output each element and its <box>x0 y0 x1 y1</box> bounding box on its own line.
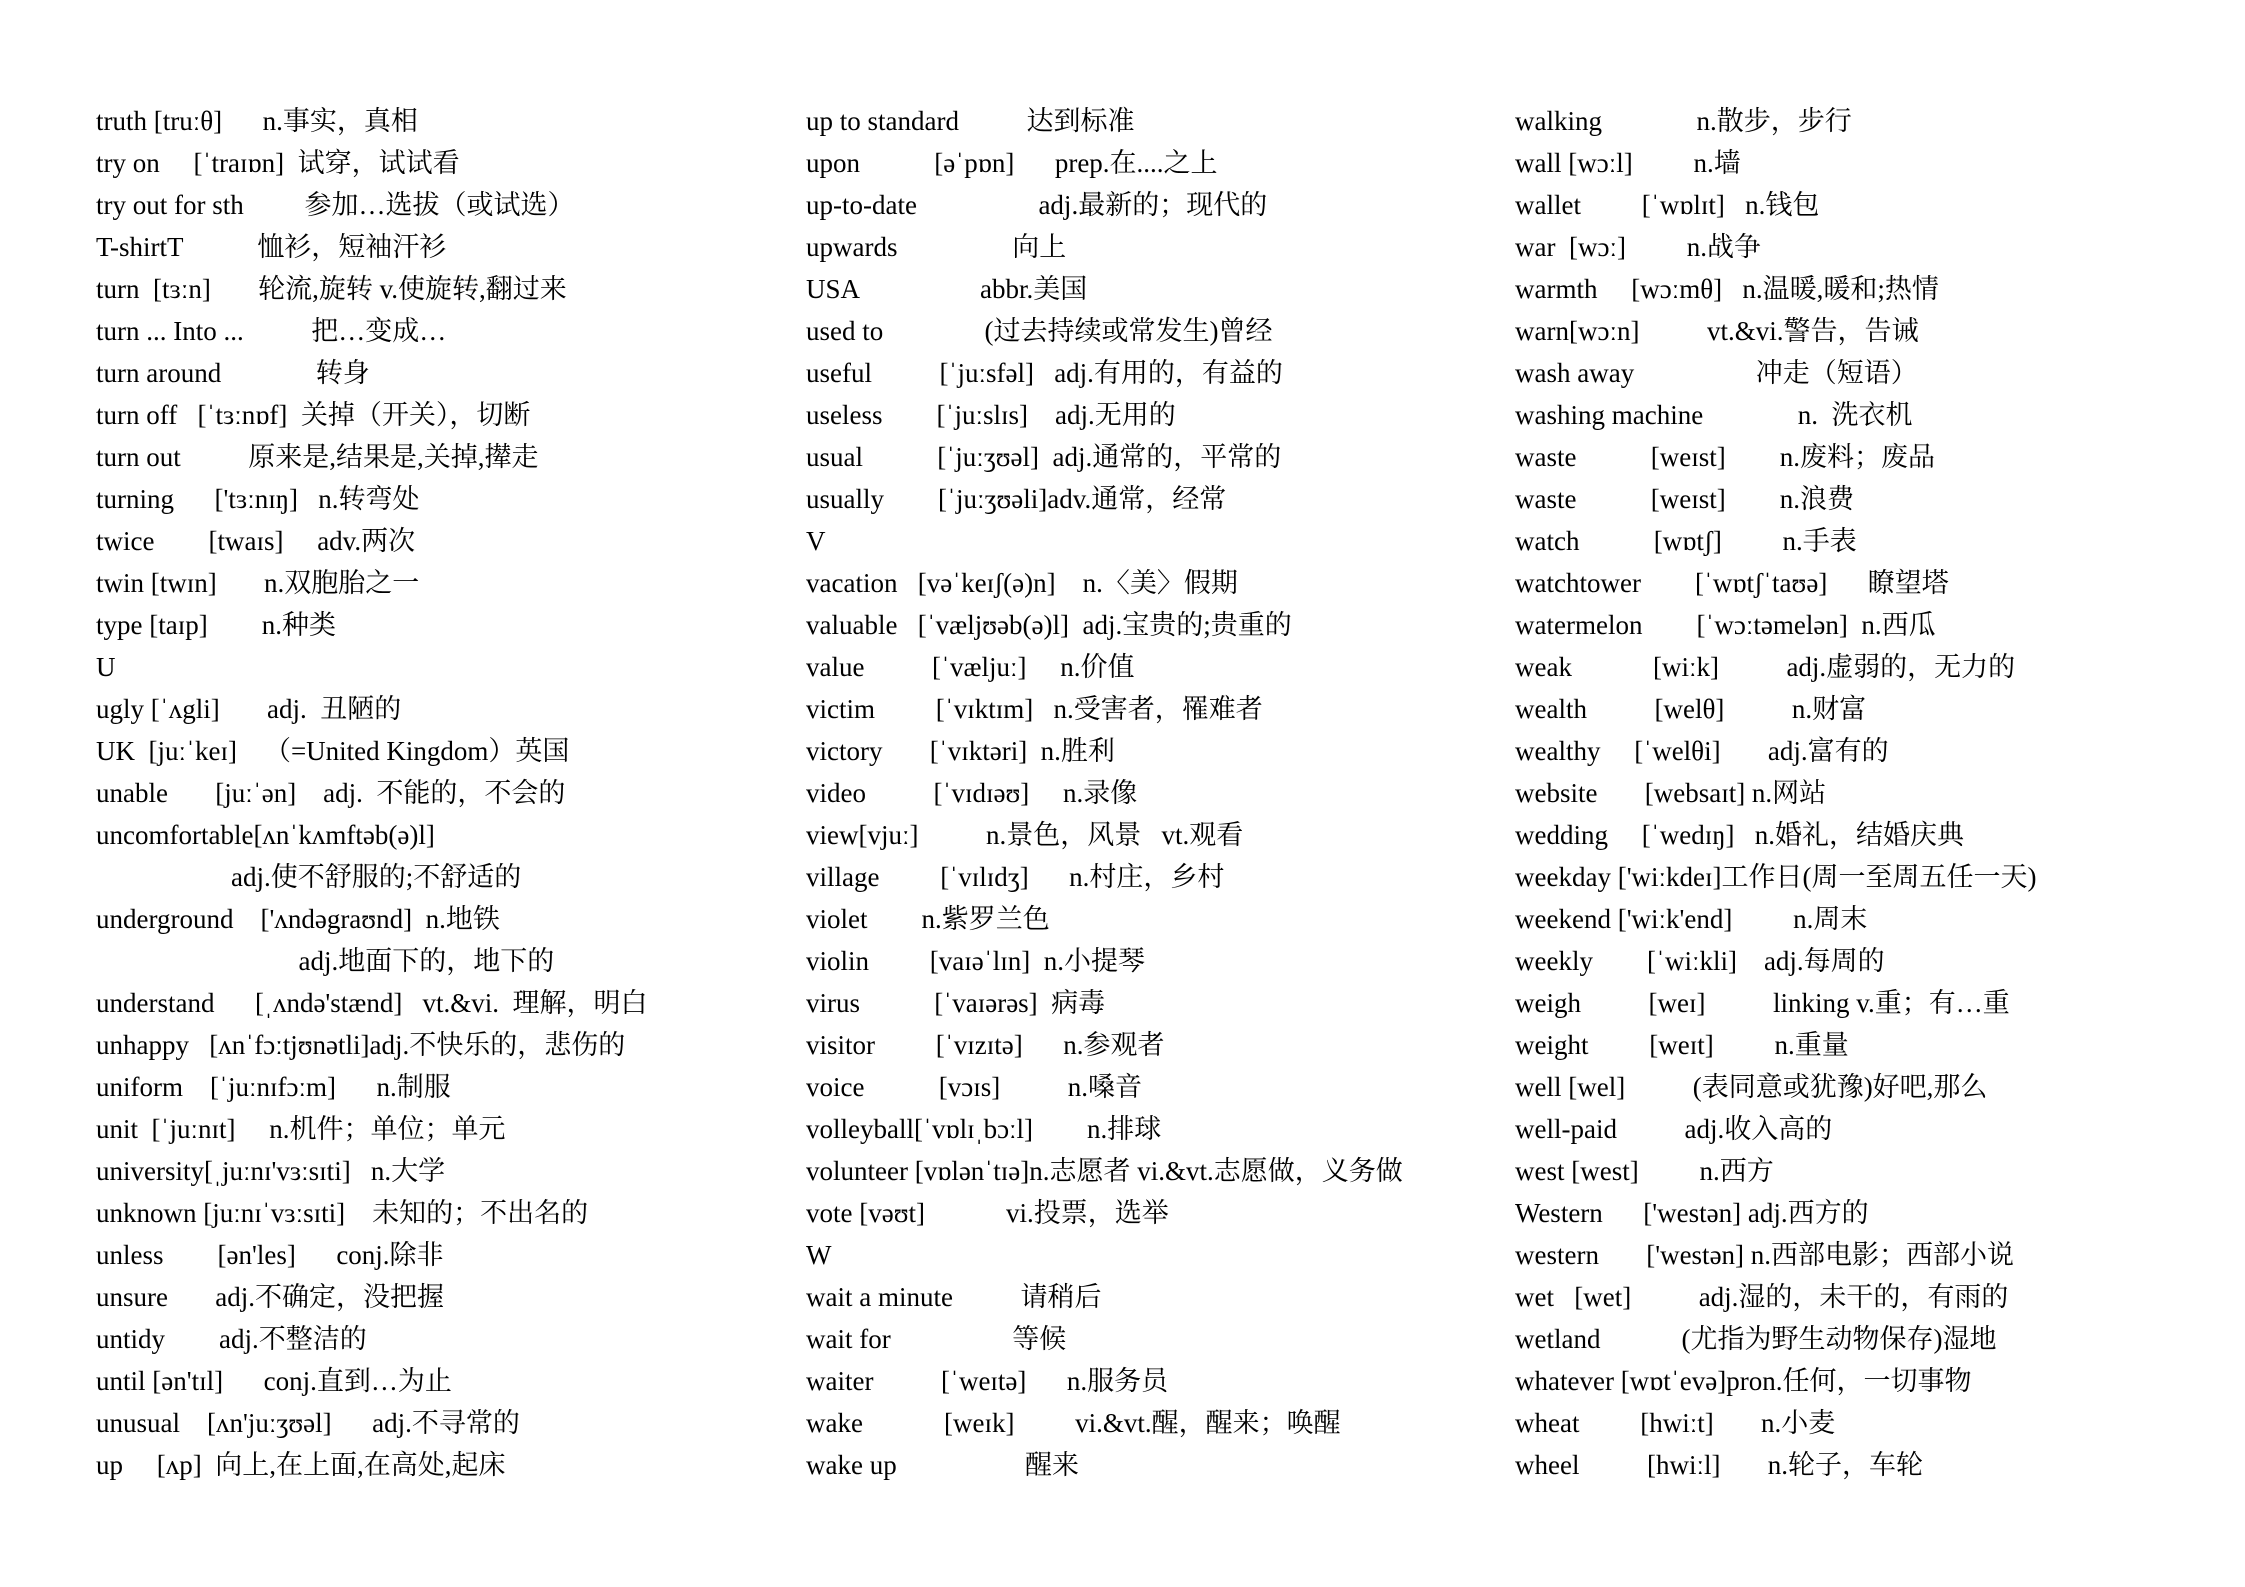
vocabulary-entry: wait for 等候 <box>806 1324 1067 1354</box>
vocabulary-entry: vacation [vəˈkeɪʃ(ə)n] n.〈美〉假期 <box>806 568 1238 598</box>
vocabulary-entry: weekly [ˈwiːkli] adj.每周的 <box>1515 946 1885 976</box>
vocabulary-entry: wake [weɪk] vi.&vt.醒，醒来；唤醒 <box>806 1408 1341 1438</box>
vocabulary-entry: warmth [wɔːmθ] n.温暖,暖和;热情 <box>1515 274 1939 304</box>
vocabulary-entry: upon [əˈpɒn] prep.在....之上 <box>806 148 1218 178</box>
vocabulary-entry: victory [ˈvɪktəri] n.胜利 <box>806 736 1115 766</box>
vocabulary-entry: V <box>806 526 826 556</box>
vocabulary-entry: unusual [ʌn'juːʒʊəl] adj.不寻常的 <box>96 1408 520 1438</box>
vocabulary-entry: usually [ˈjuːʒʊəli]adv.通常，经常 <box>806 484 1227 514</box>
vocabulary-entry: turn out 原来是,结果是,关掉,撵走 <box>96 442 539 472</box>
vocabulary-entry: usual [ˈjuːʒʊəl] adj.通常的，平常的 <box>806 442 1282 472</box>
vocabulary-entry: up-to-date adj.最新的；现代的 <box>806 190 1268 220</box>
vocabulary-entry: west [west] n.西方 <box>1515 1156 1774 1186</box>
vocabulary-entry: warn[wɔːn] vt.&vi.警告，告诫 <box>1515 316 1919 346</box>
vocabulary-entry: turn ... Into ... 把…变成… <box>96 316 447 346</box>
vocabulary-entry: wait a minute 请稍后 <box>806 1282 1102 1312</box>
vocabulary-entry: volunteer [vɒlənˈtɪə]n.志愿者 vi.&vt.志愿做，义务做 <box>806 1156 1403 1186</box>
vocabulary-entry: well [wel] (表同意或犹豫)好吧,那么 <box>1515 1072 1988 1102</box>
vocabulary-entry: waiter [ˈweɪtə] n.服务员 <box>806 1366 1169 1396</box>
vocabulary-entry: try on [ˈtraɪɒn] 试穿，试试看 <box>96 148 460 178</box>
vocabulary-entry: virus [ˈvaɪərəs] 病毒 <box>806 988 1106 1018</box>
vocabulary-entry: wheat [hwiːt] n.小麦 <box>1515 1408 1836 1438</box>
vocabulary-entry: U <box>96 652 116 682</box>
vocabulary-entry: western ['westən] n.西部电影；西部小说 <box>1515 1240 2015 1270</box>
vocabulary-entry: W <box>806 1240 832 1270</box>
vocabulary-entry: weight [weɪt] n.重量 <box>1515 1030 1849 1060</box>
vocabulary-entry: weekend ['wiːk'end] n.周末 <box>1515 904 1868 934</box>
vocabulary-entry: adj.使不舒服的;不舒适的 <box>96 862 522 892</box>
vocabulary-entry: watch [wɒtʃ] n.手表 <box>1515 526 1857 556</box>
vocabulary-entry: wheel [hwiːl] n.轮子，车轮 <box>1515 1450 1923 1480</box>
vocabulary-entry: value [ˈvæljuː] n.价值 <box>806 652 1135 682</box>
vocabulary-entry: wealthy [ˈwelθi] adj.富有的 <box>1515 736 1889 766</box>
vocabulary-entry: underground ['ʌndəgraʊnd] n.地铁 <box>96 904 500 934</box>
vocabulary-entry: unhappy [ʌnˈfɔːtjʊnətli]adj.不快乐的，悲伤的 <box>96 1030 626 1060</box>
vocabulary-entry: UK [juːˈkeɪ] （=United Kingdom）英国 <box>96 736 570 766</box>
vocabulary-entry: washing machine n. 洗衣机 <box>1515 400 1913 430</box>
vocabulary-entry: wash away 冲走（短语） <box>1515 358 1918 388</box>
vocabulary-entry: twice [twaɪs] adv.两次 <box>96 526 416 556</box>
vocabulary-entry: until [ən'tɪl] conj.直到…为止 <box>96 1366 452 1396</box>
vocabulary-entry: unless [ən'les] conj.除非 <box>96 1240 444 1270</box>
vocabulary-entry: village [ˈvɪlɪdʒ] n.村庄，乡村 <box>806 862 1225 892</box>
vocabulary-entry: twin [twɪn] n.双胞胎之一 <box>96 568 420 598</box>
vocabulary-entry: uniform [ˈjuːnɪfɔːm] n.制服 <box>96 1072 451 1102</box>
vocabulary-entry: wedding [ˈwedɪŋ] n.婚礼，结婚庆典 <box>1515 820 1965 850</box>
vocabulary-entry: well-paid adj.收入高的 <box>1515 1114 1833 1144</box>
vocabulary-entry: waste [weɪst] n.废料；废品 <box>1515 442 1935 472</box>
vocabulary-entry: voice [vɔɪs] n.嗓音 <box>806 1072 1142 1102</box>
vocabulary-entry: website [websaɪt] n.网站 <box>1515 778 1827 808</box>
vocabulary-entry: victim [ˈvɪktɪm] n.受害者，罹难者 <box>806 694 1263 724</box>
vocabulary-entry: untidy adj.不整洁的 <box>96 1324 367 1354</box>
vocabulary-entry: wet [wet] adj.湿的，未干的，有雨的 <box>1515 1282 2009 1312</box>
vocabulary-entry: walking n.散步，步行 <box>1515 106 1852 136</box>
vocabulary-entry: uncomfortable[ʌnˈkʌmftəb(ə)l] <box>96 820 435 850</box>
vocabulary-entry: up to standard 达到标准 <box>806 106 1135 136</box>
vocabulary-entry: volleyball[ˈvɒlɪˌbɔːl] n.排球 <box>806 1114 1162 1144</box>
vocabulary-column-3 <box>1515 100 2215 1486</box>
vocabulary-entry: waste [weɪst] n.浪费 <box>1515 484 1854 514</box>
vocabulary-entry: used to (过去持续或常发生)曾经 <box>806 316 1273 346</box>
vocabulary-entry: weekday ['wiːkdeɪ]工作日(周一至周五任一天) <box>1515 862 2037 892</box>
vocabulary-entry: weigh [weɪ] linking v.重；有…重 <box>1515 988 2010 1018</box>
vocabulary-entry: T-shirtT 恤衫，短袖汗衫 <box>96 232 447 262</box>
vocabulary-entry: ugly [ˈʌgli] adj. 丑陋的 <box>96 694 402 724</box>
vocabulary-entry: turn [tɜːn] 轮流,旋转 v.使旋转,翻过来 <box>96 274 567 304</box>
vocabulary-entry: try out for sth 参加…选拔（或试选） <box>96 190 575 220</box>
vocabulary-entry: USA abbr.美国 <box>806 274 1088 304</box>
vocabulary-entry: valuable [ˈvæljʊəb(ə)l] adj.宝贵的;贵重的 <box>806 610 1292 640</box>
vocabulary-entry: view[vjuː] n.景色，风景 vt.观看 <box>806 820 1244 850</box>
vocabulary-entry: visitor [ˈvɪzɪtə] n.参观者 <box>806 1030 1165 1060</box>
vocabulary-entry: wake up 醒来 <box>806 1450 1079 1480</box>
vocabulary-entry: violin [vaɪəˈlɪn] n.小提琴 <box>806 946 1145 976</box>
vocabulary-entry: adj.地面下的，地下的 <box>96 946 555 976</box>
vocabulary-entry: watermelon [ˈwɔːtəmelən] n.西瓜 <box>1515 610 1936 640</box>
vocabulary-entry: Western ['westən] adj.西方的 <box>1515 1198 1869 1228</box>
vocabulary-entry: unknown [juːnɪˈvɜːsɪti] 未知的；不出名的 <box>96 1198 589 1228</box>
vocabulary-entry: weak [wiːk] adj.虚弱的，无力的 <box>1515 652 2016 682</box>
vocabulary-entry: watchtower [ˈwɒtʃˈtaʊə] 瞭望塔 <box>1515 568 1949 598</box>
vocabulary-entry: unit [ˈjuːnɪt] n.机件；单位；单元 <box>96 1114 506 1144</box>
vocabulary-entry: turn around 转身 <box>96 358 370 388</box>
vocabulary-entry: type [taɪp] n.种类 <box>96 610 336 640</box>
vocabulary-entry: turn off [ˈtɜːnɒf] 关掉（开关），切断 <box>96 400 531 430</box>
vocabulary-entry: turning ['tɜːnɪŋ] n.转弯处 <box>96 484 420 514</box>
vocabulary-entry: wall [wɔːl] n.墙 <box>1515 148 1741 178</box>
vocabulary-entry: whatever [wɒtˈevə]pron.任何，一切事物 <box>1515 1366 1972 1396</box>
vocabulary-entry: up [ʌp] 向上,在上面,在高处,起床 <box>96 1450 506 1480</box>
vocabulary-entry: violet n.紫罗兰色 <box>806 904 1050 934</box>
vocabulary-entry: wealth [welθ] n.财富 <box>1515 694 1867 724</box>
vocabulary-entry: vote [vəʊt] vi.投票，选举 <box>806 1198 1169 1228</box>
vocabulary-entry: useful [ˈjuːsfəl] adj.有用的，有益的 <box>806 358 1283 388</box>
vocabulary-entry: wetland (尤指为野生动物保存)湿地 <box>1515 1324 1997 1354</box>
vocabulary-column-1 <box>96 100 796 1486</box>
vocabulary-entry: university[ˌjuːnɪ'vɜːsɪti] n.大学 <box>96 1156 446 1186</box>
vocabulary-entry: truth [truːθ] n.事实，真相 <box>96 106 418 136</box>
vocabulary-entry: understand [ˌʌndə'stænd] vt.&vi. 理解，明白 <box>96 988 648 1018</box>
vocabulary-column-2 <box>806 100 1506 1486</box>
vocabulary-entry: wallet [ˈwɒlɪt] n.钱包 <box>1515 190 1820 220</box>
vocabulary-entry: upwards 向上 <box>806 232 1067 262</box>
vocabulary-entry: war [wɔː] n.战争 <box>1515 232 1761 262</box>
vocabulary-entry: video [ˈvɪdɪəʊ] n.录像 <box>806 778 1138 808</box>
vocabulary-entry: useless [ˈjuːslɪs] adj.无用的 <box>806 400 1176 430</box>
vocabulary-entry: unsure adj.不确定，没把握 <box>96 1282 444 1312</box>
vocabulary-entry: unable [juːˈən] adj. 不能的，不会的 <box>96 778 566 808</box>
